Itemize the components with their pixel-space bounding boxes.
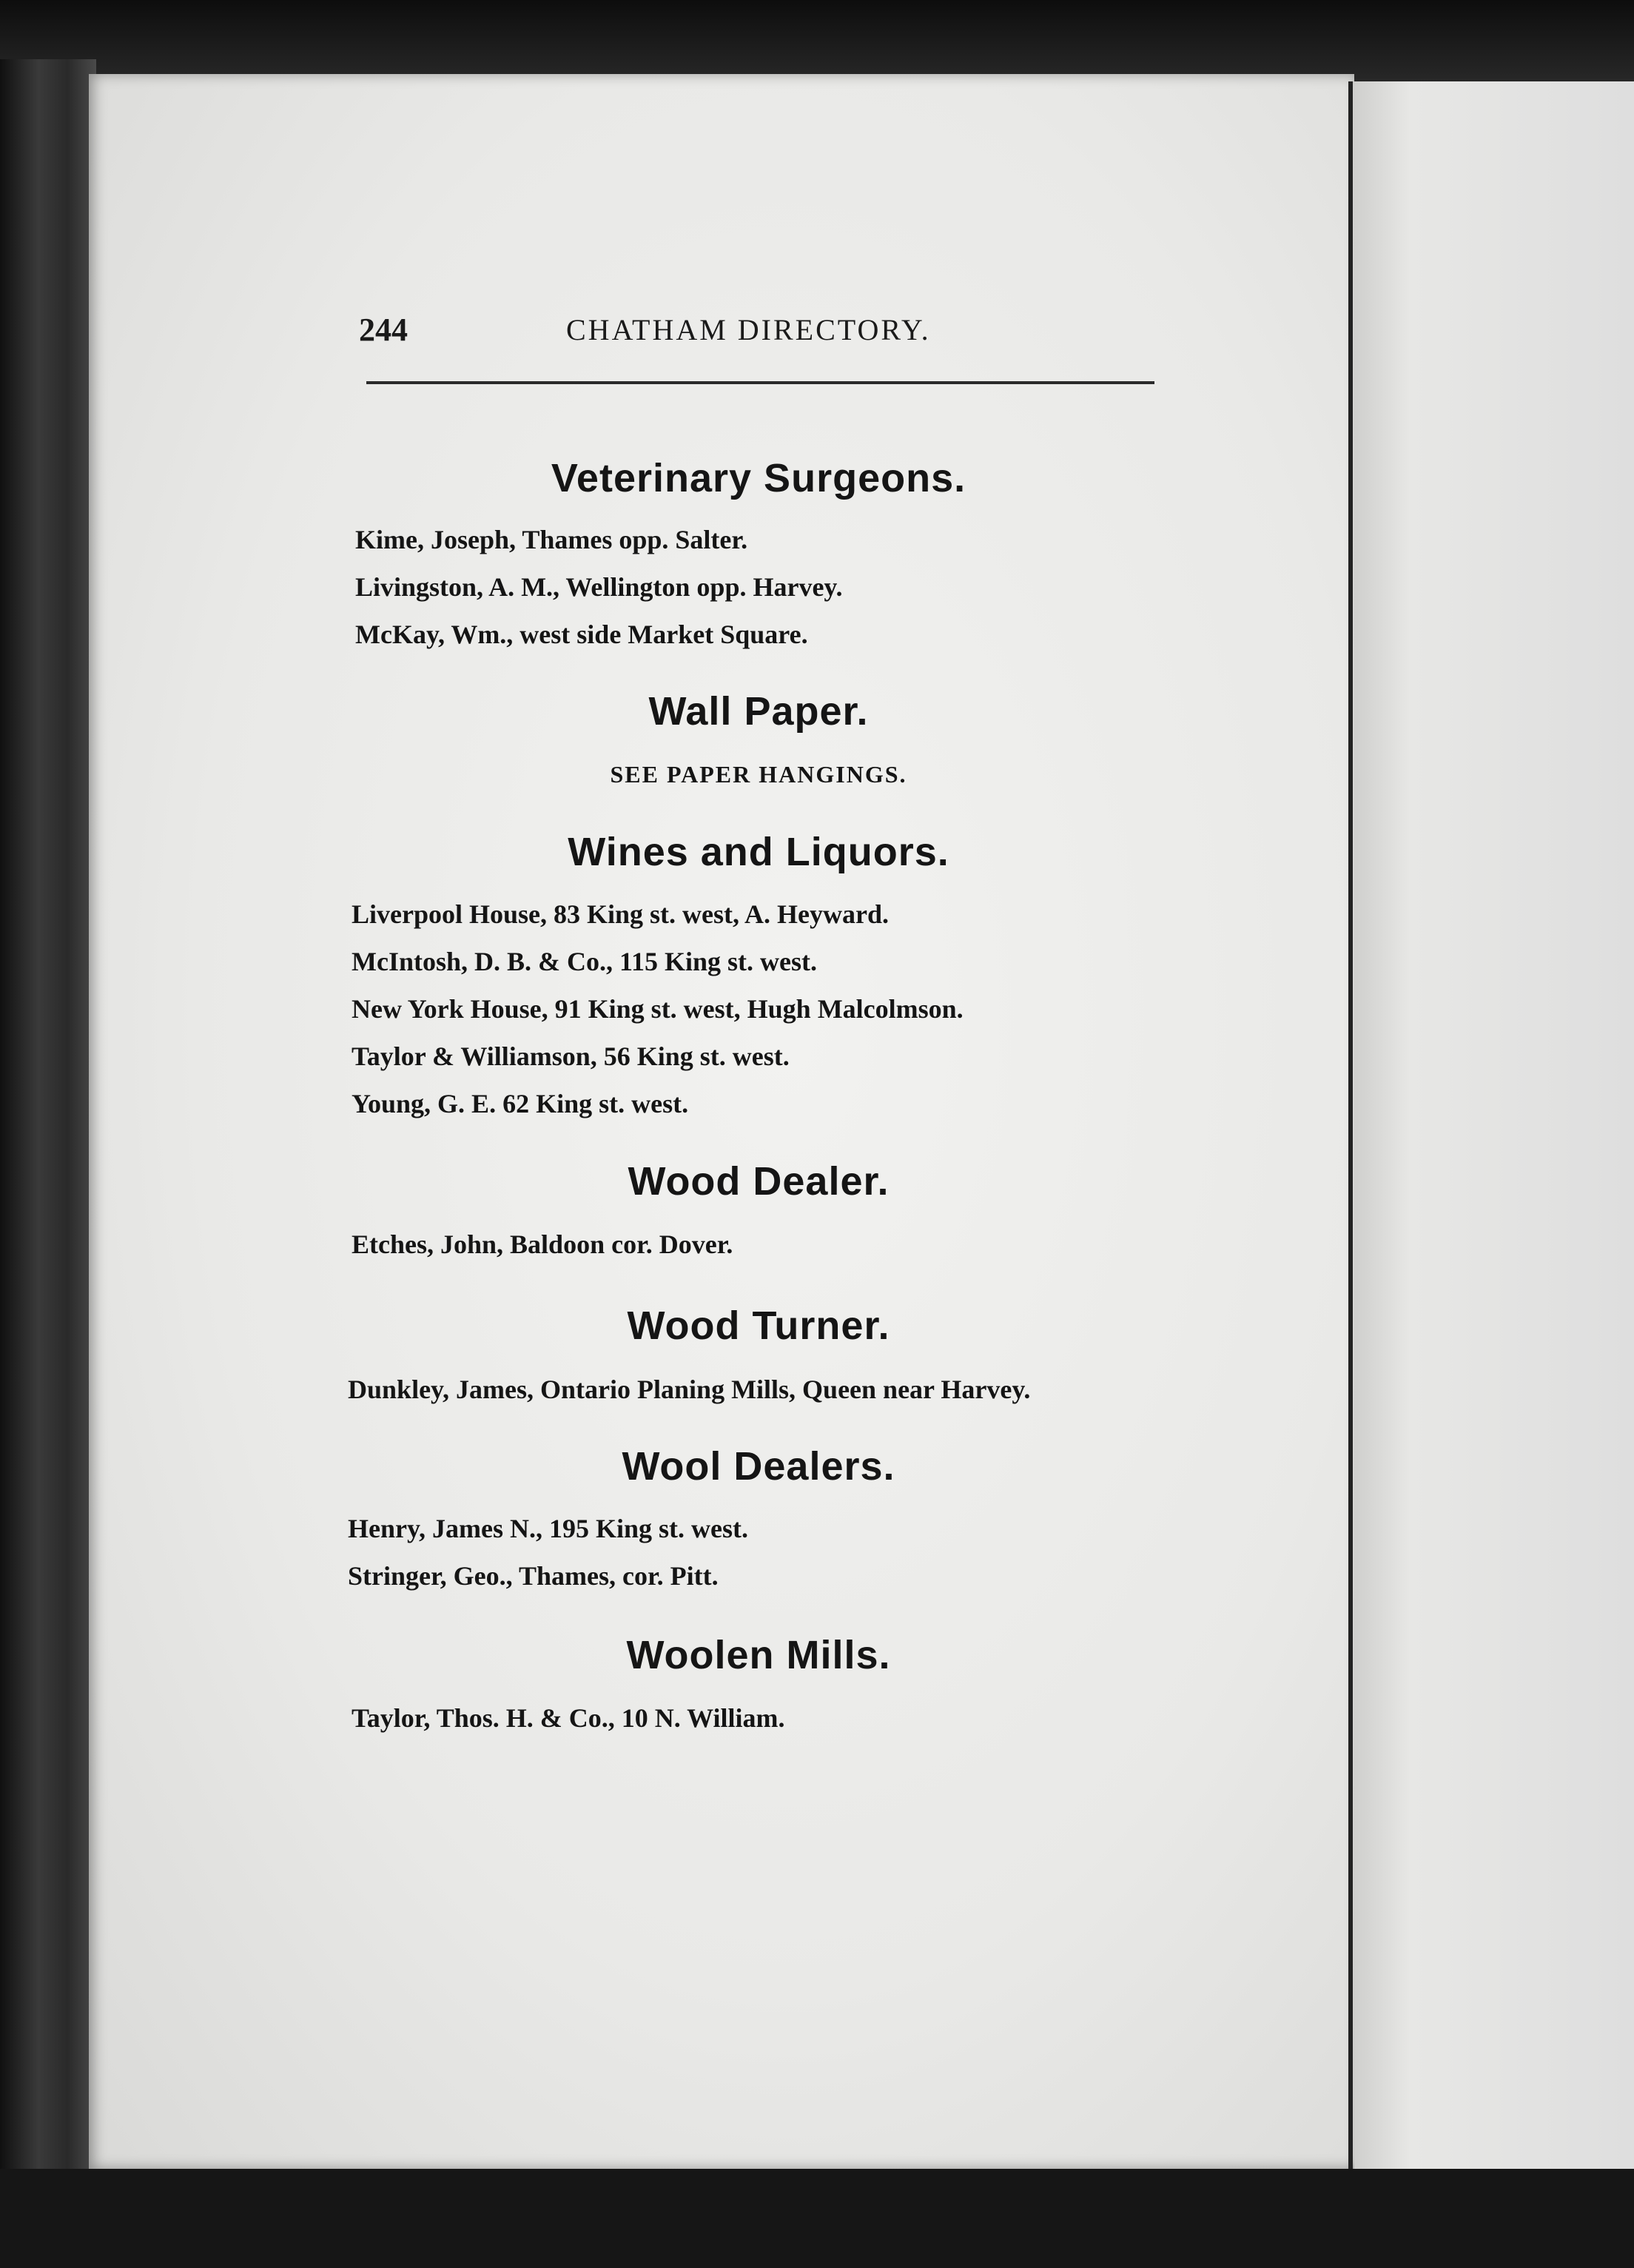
section-heading-wood-turner: Wood Turner. — [627, 1304, 890, 1348]
listing-entry: Etches, John, Baldoon cor. Dover. — [352, 1229, 733, 1259]
cross-reference: SEE PAPER HANGINGS. — [610, 761, 907, 788]
book-spine — [0, 59, 96, 2191]
section-heading-wool-dealers: Wool Dealers. — [622, 1444, 895, 1489]
listing-entry: Young, G. E. 62 King st. west. — [352, 1089, 689, 1118]
section-heading-wall-paper: Wall Paper. — [648, 689, 869, 734]
facing-page — [1354, 81, 1634, 2176]
page — [89, 74, 1354, 2169]
listing-entry: McIntosh, D. B. & Co., 115 King st. west. — [352, 947, 818, 976]
section-heading-wines-and-liquors: Wines and Liquors. — [568, 830, 949, 874]
listing-entry: Taylor & Williamson, 56 King st. west. — [352, 1041, 790, 1071]
section-heading-veterinary-surgeons: Veterinary Surgeons. — [551, 456, 966, 500]
listing-entry: Liverpool House, 83 King st. west, A. Heyward. — [352, 899, 889, 929]
listing-entry: McKay, Wm., west side Market Square. — [355, 620, 808, 649]
page-gutter — [1348, 81, 1353, 2176]
listing-entry: Livingston, A. M., Wellington opp. Harvey. — [355, 572, 843, 602]
header-rule — [366, 381, 1154, 384]
running-header — [352, 311, 1154, 363]
listing-entry: New York House, 91 King st. west, Hugh Malcolmson. — [352, 994, 964, 1024]
listing-entry: Dunkley, James, Ontario Planing Mills, Queen near Harvey. — [348, 1375, 1031, 1404]
listing-entry: Stringer, Geo., Thames, cor. Pitt. — [348, 1561, 719, 1591]
listing-entry: Taylor, Thos. H. & Co., 10 N. William. — [352, 1703, 785, 1733]
section-heading-woolen-mills: Woolen Mills. — [626, 1633, 891, 1677]
running-title: CHATHAM DIRECTORY. — [566, 313, 931, 346]
scan-background-bottom — [0, 2169, 1634, 2268]
page-number: 244 — [359, 312, 408, 348]
listing-entry: Kime, Joseph, Thames opp. Salter. — [355, 525, 748, 554]
section-heading-wood-dealer: Wood Dealer. — [628, 1159, 890, 1204]
listing-entry: Henry, James N., 195 King st. west. — [348, 1514, 748, 1543]
